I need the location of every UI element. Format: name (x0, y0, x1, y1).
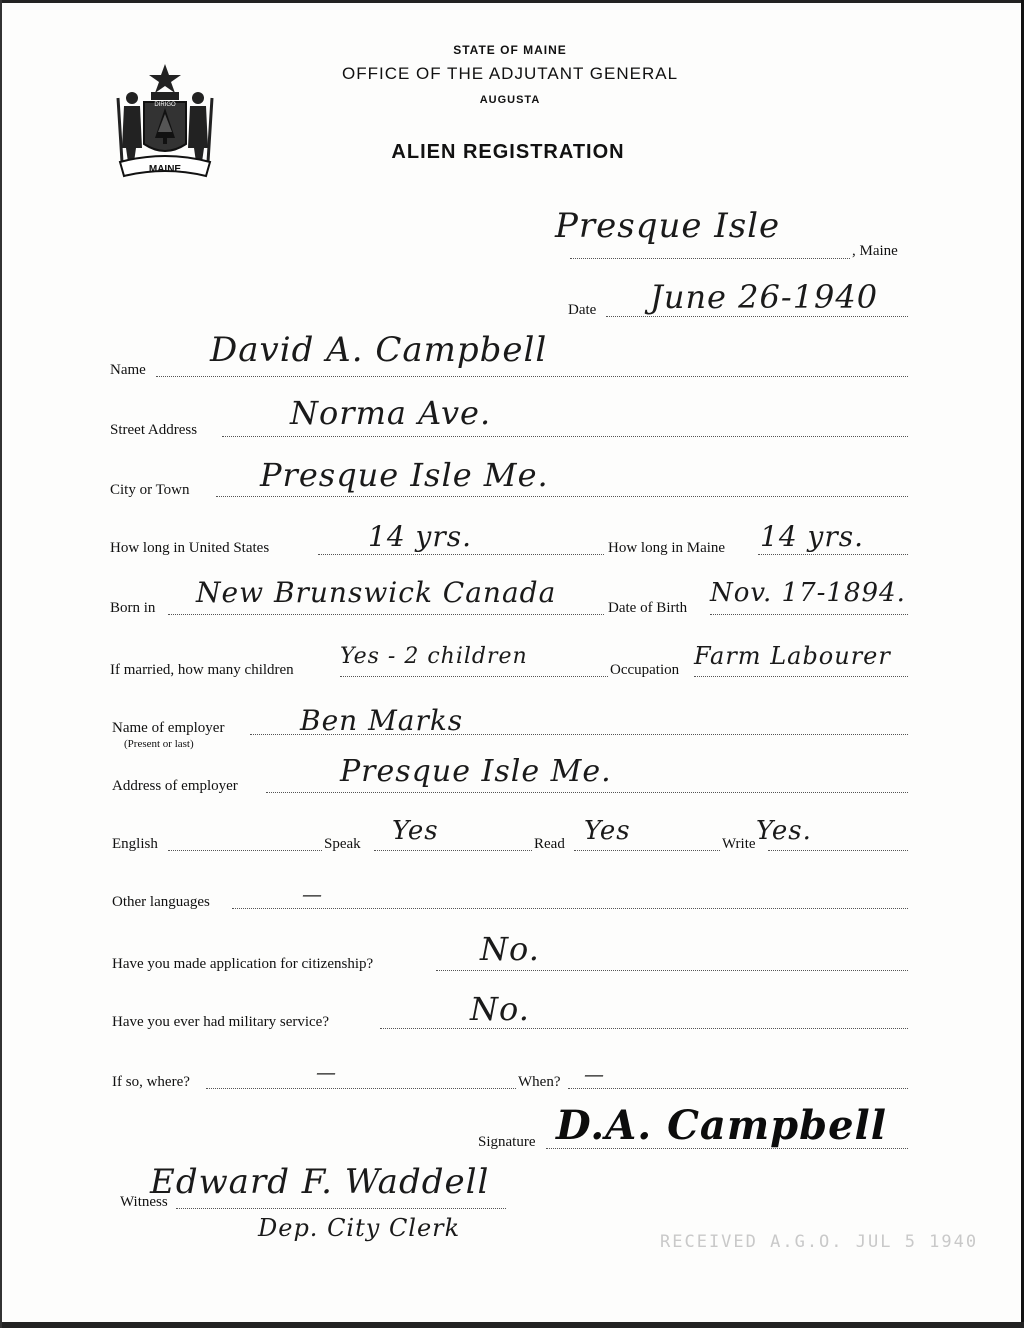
name-label: Name (110, 362, 146, 378)
when-label: When? (518, 1074, 561, 1090)
other-languages-label: Other languages (112, 894, 210, 910)
citizenship-label: Have you made application for citizenship? (112, 956, 374, 972)
how-long-us-line (318, 554, 604, 555)
street-label: Street Address (110, 422, 198, 438)
witness-line (176, 1208, 506, 1209)
write-line (768, 850, 908, 851)
other-languages-value[interactable]: — (302, 882, 323, 906)
speak-label: Speak (324, 836, 361, 852)
military-label: Have you ever had military service? (112, 1014, 329, 1030)
state-seal-of-maine-icon (110, 58, 220, 182)
when-value[interactable]: — (584, 1062, 605, 1086)
header-office: OFFICE OF THE ADJUTANT GENERAL (341, 64, 679, 83)
dob-line (710, 614, 908, 615)
military-line (380, 1028, 908, 1029)
military-value[interactable]: No. (470, 990, 530, 1028)
occupation-line (694, 676, 908, 677)
speak-line (374, 850, 532, 851)
maine-label: , Maine (852, 243, 898, 259)
how-long-us-value[interactable]: 14 yrs. (368, 520, 473, 553)
born-in-line (168, 614, 604, 615)
english-line (168, 850, 322, 851)
name-line (156, 376, 908, 377)
name-value[interactable]: David A. Campbell (210, 330, 548, 370)
date-line (606, 316, 908, 317)
place-value: Presque Isle (555, 206, 781, 246)
received-stamp: RECEIVED A.G.O. JUL 5 1940 (660, 1232, 979, 1252)
when-line (568, 1088, 908, 1089)
born-in-label: Born in (110, 600, 156, 616)
where-value[interactable]: — (316, 1060, 337, 1084)
form-title: ALIEN REGISTRATION (391, 141, 625, 163)
employer-name-note: (Present or last) (124, 738, 194, 750)
where-line (206, 1088, 516, 1089)
where-label: If so, where? (112, 1074, 190, 1090)
scan-edge-bottom (0, 1322, 1024, 1328)
read-label: Read (534, 836, 565, 852)
date-value[interactable]: June 26-1940 (650, 278, 879, 316)
married-value[interactable]: Yes - 2 children (340, 644, 528, 669)
english-label: English (112, 836, 158, 852)
read-line (574, 850, 720, 851)
header-city: AUGUSTA (479, 94, 541, 106)
date-label: Date (568, 302, 597, 318)
signature-value: D.A. Campbell (556, 1102, 887, 1149)
scan-edge-top (0, 0, 1024, 3)
occupation-label: Occupation (610, 662, 680, 678)
city-label: City or Town (110, 482, 190, 498)
employer-name-value[interactable]: Ben Marks (300, 704, 464, 737)
write-value[interactable]: Yes. (756, 816, 812, 846)
street-line (222, 436, 908, 437)
dob-label: Date of Birth (608, 600, 688, 616)
seal-banner: MAINE (148, 164, 182, 175)
employer-address-label: Address of employer (112, 778, 238, 794)
seal-motto: DIRIGO (154, 102, 176, 108)
born-in-value[interactable]: New Brunswick Canada (196, 576, 557, 609)
write-label: Write (722, 836, 756, 852)
citizenship-line (436, 970, 908, 971)
scan-edge-left (0, 0, 2, 1328)
how-long-maine-value[interactable]: 14 yrs. (760, 520, 865, 553)
witness-title: Dep. City Clerk (258, 1214, 461, 1242)
employer-name-label: Name of employer (112, 720, 225, 736)
speak-value[interactable]: Yes (392, 816, 439, 846)
citizenship-value[interactable]: No. (480, 930, 540, 968)
header-state: STATE OF MAINE (453, 43, 567, 57)
employer-address-line (266, 792, 908, 793)
married-label: If married, how many children (110, 662, 294, 678)
signature-label: Signature (478, 1134, 536, 1150)
place-line (570, 258, 850, 259)
dob-value[interactable]: Nov. 17-1894. (710, 578, 906, 608)
witness-value: Edward F. Waddell (150, 1162, 490, 1202)
married-line (340, 676, 608, 677)
employer-address-value[interactable]: Presque Isle Me. (340, 754, 612, 789)
how-long-maine-line (758, 554, 908, 555)
how-long-us-label: How long in United States (110, 540, 270, 556)
read-value[interactable]: Yes (584, 816, 631, 846)
occupation-value[interactable]: Farm Labourer (694, 642, 891, 670)
city-value[interactable]: Presque Isle Me. (260, 456, 549, 494)
street-value[interactable]: Norma Ave. (290, 394, 492, 432)
how-long-maine-label: How long in Maine (608, 540, 726, 556)
other-languages-line (232, 908, 908, 909)
city-line (216, 496, 908, 497)
witness-label: Witness (120, 1194, 168, 1210)
